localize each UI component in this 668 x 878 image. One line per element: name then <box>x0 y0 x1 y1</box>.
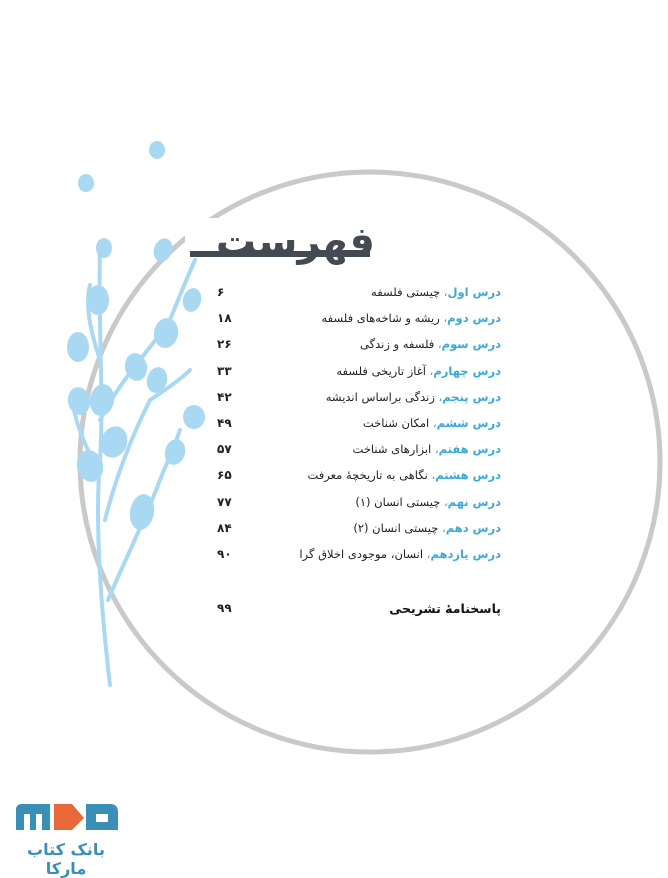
toc-row[interactable] <box>205 436 501 462</box>
toc-entry: درس نهم، چیستی انسان (۱) <box>355 494 501 509</box>
lesson-number: درس چهارم <box>433 363 501 378</box>
toc-row[interactable] <box>205 410 501 436</box>
logo-text: بانک کتاب مارکا <box>27 840 105 878</box>
toc-row[interactable] <box>205 331 501 357</box>
toc-entry: درس ششم، امکان شناخت <box>362 416 501 431</box>
lesson-number: درس سوم <box>441 337 501 352</box>
lesson-number: درس دوم <box>447 311 501 326</box>
page-number: ۱۸ <box>217 311 232 326</box>
page-number: ۶۵ <box>217 468 232 483</box>
lesson-number: درس هفتم <box>438 442 501 457</box>
lesson-topic: چیستی انسان (۱) <box>355 494 441 509</box>
table-of-contents <box>205 279 501 567</box>
page-title: فهرست <box>215 219 375 265</box>
answers-label: پاسخنامهٔ تشریحی <box>389 600 501 616</box>
lesson-number: درس هشتم <box>435 468 501 483</box>
toc-entry: درس اول، چیستی فلسفه <box>371 285 501 300</box>
page-number: ۵۷ <box>217 442 232 457</box>
toc-entry: درس هفتم، ابزارهای شناخت <box>352 442 501 457</box>
toc-row[interactable] <box>205 541 501 567</box>
toc-entry: درس یازدهم، انسان، موجودی اخلاق گرا <box>299 546 501 561</box>
page-number: ۶ <box>217 285 225 300</box>
page-number: ۸۴ <box>217 520 232 535</box>
lesson-number: درس یازدهم <box>430 546 501 561</box>
marka-logo-icon <box>10 800 122 836</box>
lesson-topic: چیستی انسان (۲) <box>353 520 439 535</box>
lesson-topic: ابزارهای شناخت <box>352 442 432 457</box>
lesson-number: درس دهم <box>445 520 501 535</box>
page-number: ۲۶ <box>217 337 232 352</box>
lesson-topic: فلسفه و زندگی <box>360 337 435 352</box>
answers-page-number: ۹۹ <box>217 601 232 615</box>
lesson-topic: آغاز تاریخی فلسفه <box>336 363 426 378</box>
toc-row[interactable] <box>205 279 501 305</box>
toc-row[interactable] <box>205 384 501 410</box>
toc-entry: درس دهم، چیستی انسان (۲) <box>353 520 501 535</box>
toc-row[interactable] <box>205 305 501 331</box>
toc-row[interactable] <box>205 462 501 488</box>
toc-entry: درس چهارم، آغاز تاریخی فلسفه <box>336 363 501 378</box>
page-number: ۷۷ <box>217 494 232 509</box>
answers-row[interactable] <box>205 596 501 620</box>
toc-entry: درس سوم، فلسفه و زندگی <box>360 337 501 352</box>
lesson-number: درس پنجم <box>442 389 501 404</box>
toc-row[interactable] <box>205 489 501 515</box>
page-number: ۴۲ <box>217 389 232 404</box>
page-number: ۳۳ <box>217 363 232 378</box>
toc-entry: درس پنجم، زندگی براساس اندیشه <box>325 389 501 404</box>
lesson-topic: نگاهی به تاریخچهٔ معرفت <box>307 468 428 483</box>
toc-entry: درس هشتم، نگاهی به تاریخچهٔ معرفت <box>307 468 501 483</box>
toc-row[interactable] <box>205 515 501 541</box>
lesson-topic: زندگی براساس اندیشه <box>325 389 435 404</box>
lesson-number: درس ششم <box>436 416 501 431</box>
lesson-topic: انسان، موجودی اخلاق گرا <box>299 546 424 561</box>
lesson-number: درس اول <box>447 285 501 300</box>
lesson-topic: امکان شناخت <box>362 416 430 431</box>
page-number: ۴۹ <box>217 416 232 431</box>
leaf-illustration <box>66 141 205 532</box>
lesson-topic: ریشه و شاخه‌های فلسفه <box>321 311 440 326</box>
lesson-topic: چیستی فلسفه <box>371 285 441 300</box>
lesson-number: درس نهم <box>447 494 501 509</box>
toc-entry: درس دوم، ریشه و شاخه‌های فلسفه <box>321 311 501 326</box>
page-number: ۹۰ <box>217 546 232 561</box>
toc-row[interactable] <box>205 358 501 384</box>
